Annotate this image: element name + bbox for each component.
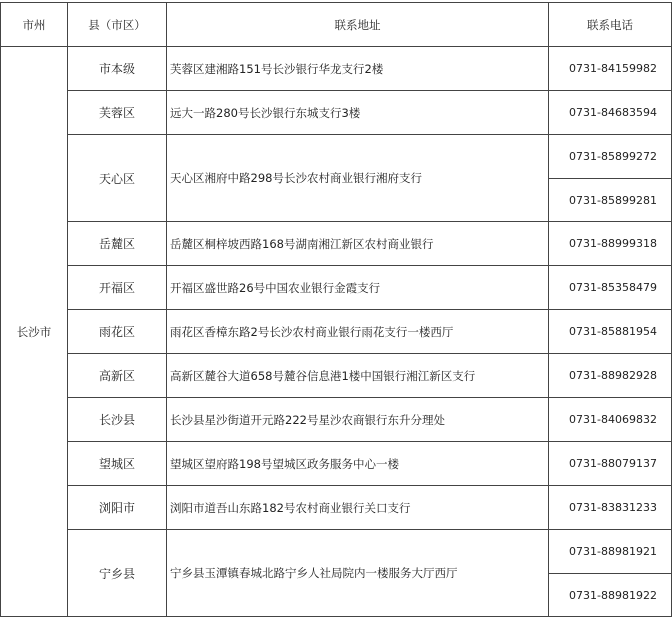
address-cell: 宁乡县玉潭镇春城北路宁乡人社局院内一楼服务大厅西厅 xyxy=(167,530,549,617)
county-cell: 高新区 xyxy=(68,354,167,398)
phone-cell: 0731-84683594 xyxy=(549,91,672,135)
phone-cell: 0731-88999318 xyxy=(549,222,672,266)
address-cell: 望城区望府路198号望城区政务服务中心一楼 xyxy=(167,442,549,486)
phone-cell: 0731-85358479 xyxy=(549,266,672,310)
table-body xyxy=(1,47,672,617)
address-cell: 长沙县星沙街道开元路222号星沙农商银行东升分理处 xyxy=(167,398,549,442)
table-row xyxy=(1,91,672,135)
county-cell: 浏阳市 xyxy=(68,486,167,530)
county-cell: 天心区 xyxy=(68,135,167,222)
county-cell: 雨花区 xyxy=(68,310,167,354)
address-cell: 浏阳市道吾山东路182号农村商业银行关口支行 xyxy=(167,486,549,530)
header-row xyxy=(1,3,672,47)
county-cell: 岳麓区 xyxy=(68,222,167,266)
county-cell: 芙蓉区 xyxy=(68,91,167,135)
phone-cell: 0731-83831233 xyxy=(549,486,672,530)
county-cell: 宁乡县 xyxy=(68,530,167,617)
header-county: 县（市区） xyxy=(68,3,167,47)
phone-cell: 0731-88079137 xyxy=(549,442,672,486)
address-cell: 远大一路280号长沙银行东城支行3楼 xyxy=(167,91,549,135)
table-row xyxy=(1,310,672,354)
table-row xyxy=(1,398,672,442)
county-cell: 长沙县 xyxy=(68,398,167,442)
phone-cell: 0731-88981921 xyxy=(549,530,672,574)
phone-cell: 0731-85881954 xyxy=(549,310,672,354)
address-cell: 岳麓区桐梓坡西路168号湖南湘江新区农村商业银行 xyxy=(167,222,549,266)
address-cell: 天心区湘府中路298号长沙农村商业银行湘府支行 xyxy=(167,135,549,222)
table-row xyxy=(1,486,672,530)
address-cell: 高新区麓谷大道658号麓谷信息港1楼中国银行湘江新区支行 xyxy=(167,354,549,398)
phone-cell: 0731-88981922 xyxy=(549,574,672,617)
county-cell: 开福区 xyxy=(68,266,167,310)
table-row xyxy=(1,135,672,179)
table-row xyxy=(1,266,672,310)
header-city: 市州 xyxy=(1,3,68,47)
address-cell: 雨花区香樟东路2号长沙农村商业银行雨花支行一楼西厅 xyxy=(167,310,549,354)
header-phone: 联系电话 xyxy=(549,3,672,47)
address-cell: 芙蓉区建湘路151号长沙银行华龙支行2楼 xyxy=(167,47,549,91)
table-row xyxy=(1,47,672,91)
city-cell: 长沙市 xyxy=(1,47,68,617)
table-row xyxy=(1,222,672,266)
address-cell: 开福区盛世路26号中国农业银行金霞支行 xyxy=(167,266,549,310)
county-cell: 望城区 xyxy=(68,442,167,486)
phone-cell: 0731-88982928 xyxy=(549,354,672,398)
table-header xyxy=(1,3,672,47)
phone-cell: 0731-84159982 xyxy=(549,47,672,91)
contact-table xyxy=(0,2,672,617)
table-row xyxy=(1,442,672,486)
table-row xyxy=(1,530,672,574)
phone-cell: 0731-85899272 xyxy=(549,135,672,179)
phone-cell: 0731-84069832 xyxy=(549,398,672,442)
phone-cell: 0731-85899281 xyxy=(549,179,672,222)
header-address: 联系地址 xyxy=(167,3,549,47)
county-cell: 市本级 xyxy=(68,47,167,91)
table-row xyxy=(1,354,672,398)
